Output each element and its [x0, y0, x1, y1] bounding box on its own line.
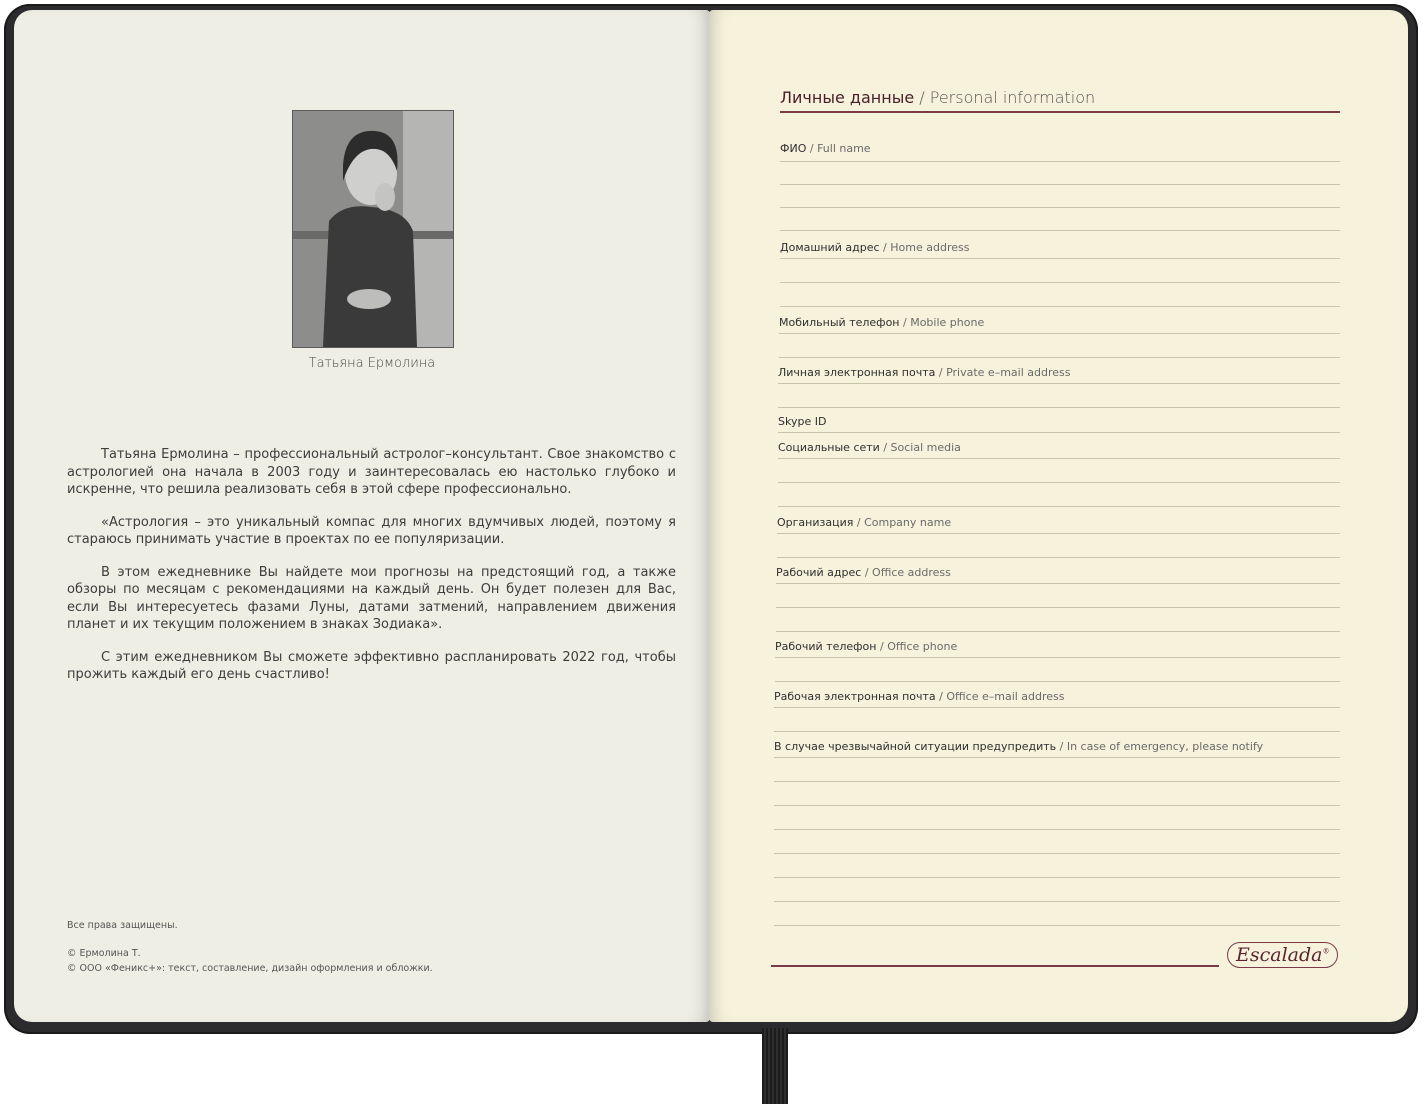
field-label-ru: Рабочая электронная почта [774, 690, 936, 703]
writing-line[interactable] [779, 333, 1340, 334]
field-label-ru: Личная электронная почта [778, 366, 936, 379]
writing-line[interactable] [778, 383, 1340, 384]
writing-line[interactable] [775, 681, 1340, 682]
field-label-separator: / [935, 366, 947, 379]
field-label-separator: / [853, 516, 865, 529]
writing-line[interactable] [778, 506, 1340, 507]
field-label-separator: / [879, 441, 891, 454]
logo-text: Escalada [1236, 944, 1323, 966]
writing-line[interactable] [774, 781, 1340, 782]
field-label-en: Private e–mail address [946, 366, 1071, 379]
writing-line[interactable] [778, 458, 1340, 459]
writing-line[interactable] [780, 258, 1340, 259]
copyright-publisher: © ООО «Феникс+»: текст, составление, дизайн оформления и обложки. [67, 963, 433, 974]
field-label-separator: / [1056, 740, 1067, 753]
field-label-separator: / [806, 142, 818, 155]
title-en: Personal information [929, 88, 1096, 107]
writing-line[interactable] [780, 161, 1340, 162]
field-label-en: Social media [890, 441, 961, 454]
field-label-ru: Мобильный телефон [779, 316, 900, 329]
writing-line[interactable] [774, 707, 1340, 708]
writing-line[interactable] [778, 432, 1340, 433]
field-label-ru: В случае чрезвычайной ситуации предупредить [774, 740, 1057, 753]
writing-line[interactable] [774, 829, 1340, 830]
field-label [775, 640, 957, 653]
field-label-en: Mobile phone [910, 316, 985, 329]
bio-paragraph: В этом ежедневнике Вы найдете мои прогнозы на предстоящий год, а также обзоры по месяцам с рекомендациями на каждый день. Он будет полезен для Вас, если Вы интересуетесь фазами Луны, датами затмений, направлением движения планет и их текущим положением в знаках Зодиака». [67, 564, 676, 632]
field-label-en: Office phone [887, 640, 958, 653]
bio-paragraph: С этим ежедневником Вы сможете эффективно распланировать 2022 год, чтобы прожить каждый его день счастливо! [67, 649, 676, 682]
photo-caption: Татьяна Ермолина [308, 356, 436, 371]
field-label-ru: Skype ID [778, 415, 827, 428]
writing-line[interactable] [778, 482, 1340, 483]
writing-line[interactable] [776, 607, 1340, 608]
title-rule [780, 111, 1340, 113]
writing-line[interactable] [774, 731, 1340, 732]
field-label-en: Full name [817, 142, 871, 155]
field-label-separator: / [876, 640, 888, 653]
bottom-rule [771, 965, 1219, 967]
field-label-ru: Домашний адрес [780, 241, 880, 254]
right-page [709, 10, 1408, 1022]
field-label-ru: Социальные сети [778, 441, 880, 454]
writing-line[interactable] [777, 533, 1340, 534]
bookmark-ribbon [762, 1028, 788, 1104]
logo-mark: ® [1322, 947, 1330, 956]
field-label-separator: / [935, 690, 947, 703]
field-label [776, 566, 951, 579]
writing-line[interactable] [778, 407, 1340, 408]
writing-line[interactable] [775, 657, 1340, 658]
left-page [14, 10, 710, 1022]
field-label-ru: ФИО [780, 142, 807, 155]
writing-line[interactable] [780, 230, 1340, 231]
writing-line[interactable] [780, 184, 1340, 185]
field-label [779, 316, 984, 329]
field-label [780, 241, 969, 254]
field-label-ru: Рабочий телефон [775, 640, 877, 653]
field-label-separator: / [879, 241, 891, 254]
field-label-ru: Организация [777, 516, 854, 529]
field-label [774, 740, 1263, 753]
writing-line[interactable] [774, 877, 1340, 878]
writing-line[interactable] [774, 853, 1340, 854]
author-bio [67, 446, 676, 699]
writing-line[interactable] [780, 207, 1340, 208]
writing-line[interactable] [774, 805, 1340, 806]
writing-line[interactable] [776, 583, 1340, 584]
field-label-separator: / [899, 316, 911, 329]
page-title [780, 88, 1095, 107]
escalada-logo [1227, 942, 1338, 968]
title-ru: Личные данные [780, 88, 915, 107]
writing-line[interactable] [774, 925, 1340, 926]
field-label [778, 366, 1070, 379]
field-label-en: Office e–mail address [946, 690, 1065, 703]
field-label [778, 415, 826, 428]
writing-line[interactable] [776, 631, 1340, 632]
field-label-en: Company name [864, 516, 952, 529]
title-separator: / [914, 88, 930, 107]
writing-line[interactable] [774, 757, 1340, 758]
field-label [777, 516, 951, 529]
writing-line[interactable] [779, 357, 1340, 358]
field-label [774, 690, 1065, 703]
field-label-en: In case of emergency, please notify [1066, 740, 1264, 753]
field-label [780, 142, 871, 155]
writing-line[interactable] [780, 282, 1340, 283]
field-label-en: Home address [890, 241, 970, 254]
writing-line[interactable] [780, 306, 1340, 307]
field-label-separator: / [861, 566, 873, 579]
bio-paragraph: Татьяна Ермолина – профессиональный астролог–консультант. Свое знакомство с астрологией она начала в 2003 году и заинтересовалась ею настолько глубоко и искренне, что решила реализовать себя в этой сфере профессионально. [67, 447, 676, 497]
writing-line[interactable] [774, 901, 1340, 902]
author-photo [292, 110, 454, 348]
field-label-ru: Рабочий адрес [776, 566, 862, 579]
portrait-illustration [293, 111, 453, 347]
writing-line[interactable] [777, 557, 1340, 558]
bio-paragraph: «Астрология – это уникальный компас для многих вдумчивых людей, поэтому я стараюсь принимать участие в проектах по ее популяризации. [67, 514, 676, 547]
rights-notice: Все права защищены. [67, 920, 178, 931]
field-label-en: Office address [872, 566, 951, 579]
field-label [778, 441, 961, 454]
copyright-author: © Ермолина Т. [67, 948, 141, 959]
